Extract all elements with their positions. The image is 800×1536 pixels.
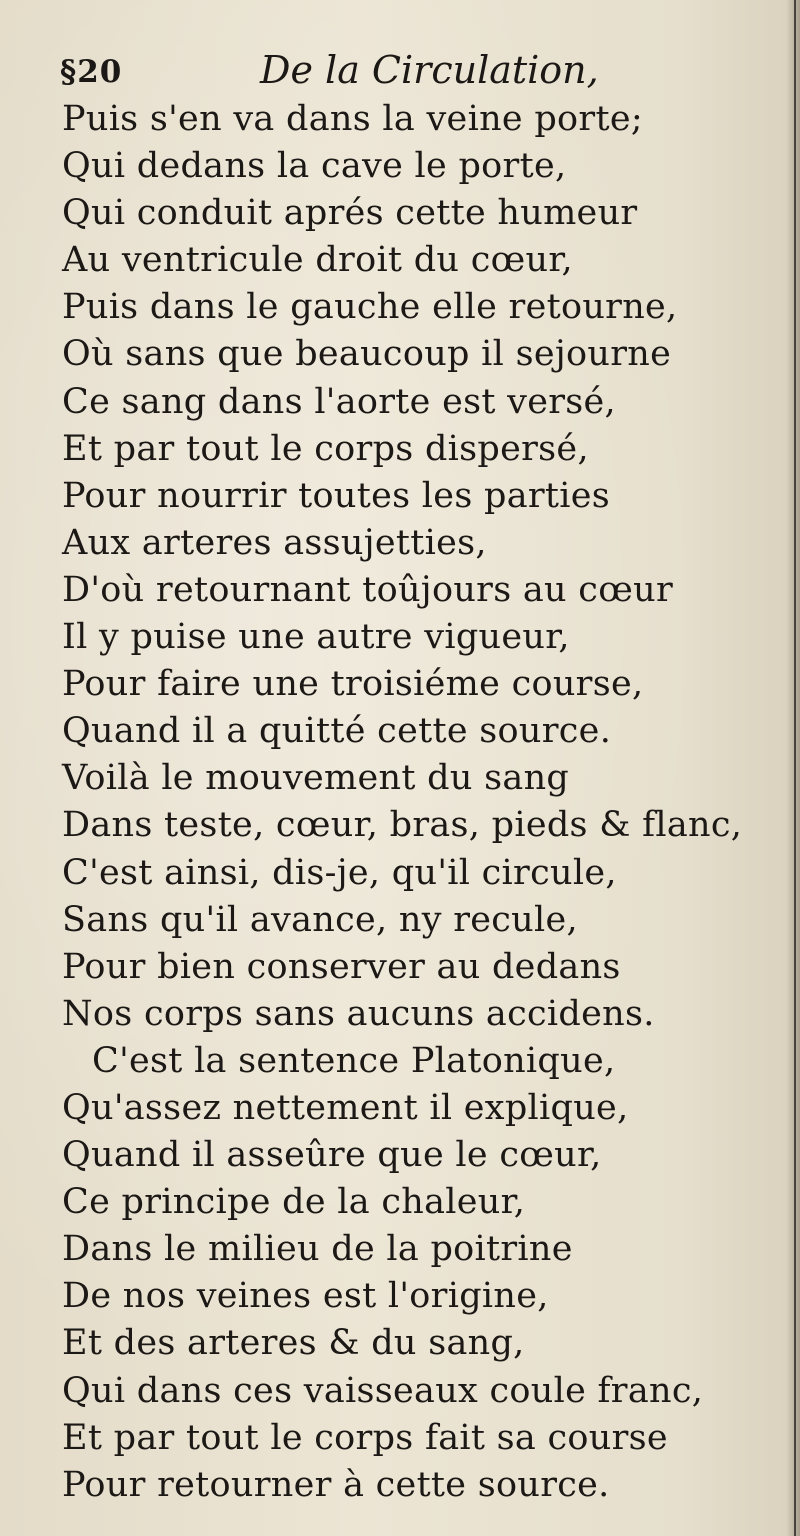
verse-line: Au ventricule droit du cœur, — [62, 240, 573, 281]
verse-line: Et par tout le corps fait sa course — [62, 1417, 668, 1458]
verse-line: Quand il asseûre que le cœur, — [62, 1135, 602, 1176]
verse-line: Nos corps sans aucuns accidens. — [62, 993, 655, 1034]
verse-line: Puis dans le gauche elle retourne, — [62, 287, 678, 328]
verse-line: Dans teste, cœur, bras, pieds & flanc, — [62, 805, 743, 846]
verse-line: Et des arteres & du sang, — [62, 1323, 525, 1364]
running-title: De la Circulation, — [260, 48, 599, 92]
verse-line: Pour faire une troisiéme course, — [62, 664, 644, 705]
verse-line: D'où retournant toûjours au cœur — [62, 569, 673, 610]
verse-line: Qui conduit aprés cette humeur — [62, 193, 638, 234]
verse-line: C'est ainsi, dis-je, qu'il circule, — [62, 852, 617, 893]
verse-line: Qui dedans la cave le porte, — [62, 146, 567, 187]
page-edge — [794, 0, 796, 1536]
verse-line: Quand il a quitté cette source. — [62, 711, 612, 752]
verse-line: Dans le milieu de la poitrine — [62, 1229, 573, 1270]
verse-line: Ce sang dans l'aorte est versé, — [62, 381, 616, 422]
verse-line: Pour nourrir toutes les parties — [62, 475, 611, 516]
page-header — [60, 48, 620, 100]
verse-line: Ce principe de la chaleur, — [62, 1182, 526, 1223]
verse-line: Et par tout le corps dispersé, — [62, 428, 589, 469]
verse-line: De nos veines est l'origine, — [62, 1276, 549, 1317]
verse-line: Pour bien conserver au dedans — [62, 946, 621, 987]
verse-line-indented: C'est la sentence Platonique, — [92, 1040, 616, 1081]
verse-line: Pour retourner à cette source. — [62, 1464, 610, 1505]
verse-line: Qui dans ces vaisseaux coule franc, — [62, 1370, 704, 1411]
verse-line: Sans qu'il avance, ny recule, — [62, 899, 578, 940]
verse-line: Puis s'en va dans la veine porte; — [62, 99, 643, 139]
verse-line: Où sans que beaucoup il sejourne — [62, 334, 672, 375]
page-gutter-shadow — [786, 0, 800, 1536]
poem-text — [62, 96, 742, 1509]
page-number: §20 — [60, 54, 123, 90]
verse-line: Voilà le mouvement du sang — [62, 758, 570, 799]
verse-line: Il y puise une autre vigueur, — [62, 617, 570, 658]
verse-line: Qu'assez nettement il explique, — [62, 1087, 629, 1128]
verse-line: Aux arteres assujetties, — [62, 522, 487, 563]
